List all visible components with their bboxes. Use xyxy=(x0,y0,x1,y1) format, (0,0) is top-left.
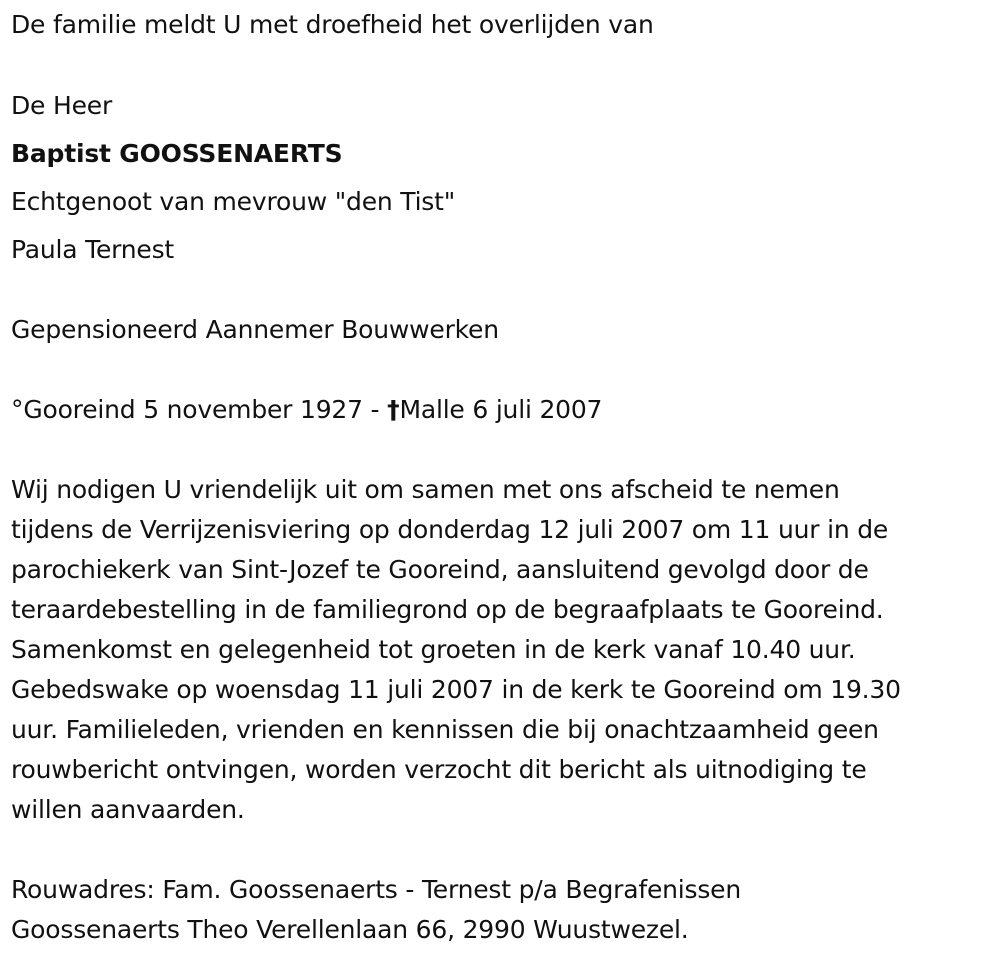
address-line: Goossenaerts Theo Verellenlaan 66, 2990 Wuustwezel. xyxy=(11,915,689,944)
intro-text: De familie meldt U met droefheid het overlijden van xyxy=(11,10,654,39)
invitation-line: tijdens de Verrijzenisviering op donderdag 12 juli 2007 om 11 uur in de xyxy=(11,515,889,544)
profession: Gepensioneerd Aannemer Bouwwerken xyxy=(11,315,499,344)
invitation-line: Wij nodigen U vriendelijk uit om samen met ons afscheid te nemen xyxy=(11,475,840,504)
invitation-line: rouwbericht ontvingen, worden verzocht dit bericht als uitnodiging te xyxy=(11,755,867,784)
honorific: De Heer xyxy=(11,91,113,120)
invitation-line: Samenkomst en gelegenheid tot groeten in de kerk vanaf 10.40 uur. xyxy=(11,635,856,664)
address-line: Rouwadres: Fam. Goossenaerts - Ternest p/a Begrafenissen xyxy=(11,875,741,904)
life-dates xyxy=(11,395,602,425)
birth-marker-icon: ° xyxy=(11,395,24,424)
deceased-name: Baptist GOOSSENAERTS xyxy=(11,139,343,168)
spouse-line-2: Paula Ternest xyxy=(11,235,175,264)
spouse-line-1: Echtgenoot van mevrouw "den Tist" xyxy=(11,187,456,216)
death-info: Malle 6 juli 2007 xyxy=(399,395,603,424)
invitation-line: willen aanvaarden. xyxy=(11,795,245,824)
invitation-line: Gebedswake op woensdag 11 juli 2007 in de kerk te Gooreind om 19.30 xyxy=(11,675,901,704)
cross-icon: † xyxy=(387,395,400,424)
birth-info: Gooreind 5 november 1927 - xyxy=(23,395,388,424)
invitation-line: parochiekerk van Sint-Jozef te Gooreind, aansluitend gevolgd door de xyxy=(11,555,869,584)
invitation-line: uur. Familieleden, vrienden en kennissen die bij onachtzaamheid geen xyxy=(11,715,879,744)
invitation-line: teraardebestelling in de familiegrond op de begraafplaats te Gooreind. xyxy=(11,595,884,624)
